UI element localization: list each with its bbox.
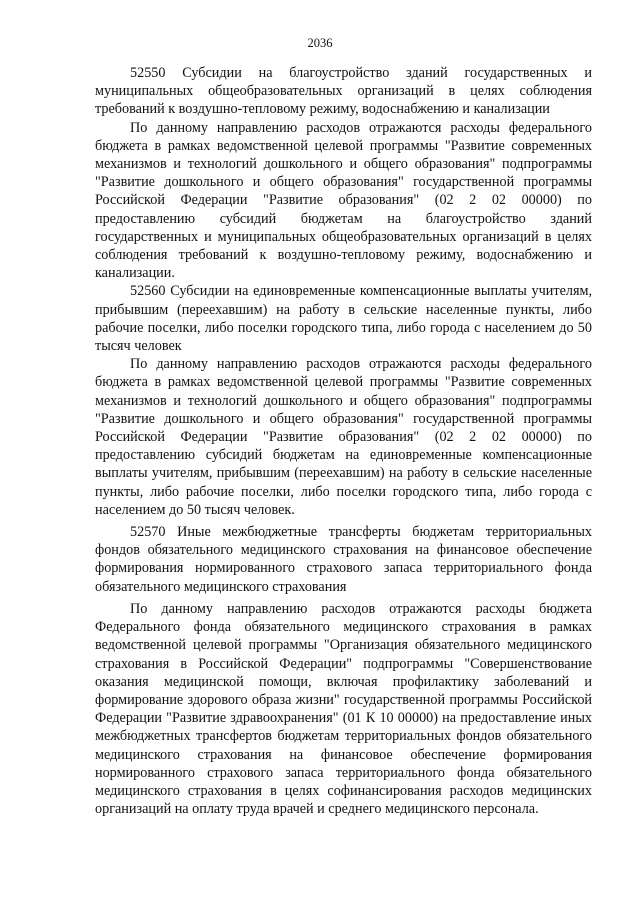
section-heading-52560: 52560 Субсидии на единовременные компенсационные выплаты учителям, прибывшим (переехавшим) на работу в сельские населенные пункты, либо рабочие поселки, либо поселки городского типа, либо города с населением до 50 тысяч человек — [95, 283, 592, 355]
document-body — [95, 64, 592, 818]
page-number: 2036 — [307, 36, 333, 50]
section-heading-52550: 52550 Субсидии на благоустройство зданий государственных и муниципальных общеобразовательных организаций в целях соблюдения требований к воздушно-тепловому режиму, водоснабжению и канализации — [95, 65, 592, 118]
section-description-52560: По данному направлению расходов отражаются расходы федерального бюджета в рамках ведомственной целевой программы "Развитие современных механизмов и технологий дошкольного и общего образования" подпрограммы "Развитие дошкольного и общего образования" государственной программы Российской Федерации "Развитие образования" (02 2 02 00000) по предоставлению субсидий бюджетам на единовременные компенсационные выплаты учителям, прибывшим (переехавшим) на работу в сельские населенные пункты, либо рабочие поселки, либо поселки городского типа, либо города с населением до 50 тысяч человек. — [95, 356, 592, 518]
section-heading-52570: 52570 Иные межбюджетные трансферты бюджетам территориальных фондов обязательного медицинского страхования на финансовое обеспечение формирования нормированного страхового запаса территориального фонда обязательного медицинского страхования — [95, 524, 592, 595]
section-description-52570: По данному направлению расходов отражаются расходы бюджета Федерального фонда обязательного медицинского страхования в рамках ведомственной целевой программы "Организация обязательного медицинского страхования в Российской Федерации" подпрограммы "Совершенствование оказания медицинской помощи, включая профилактику заболеваний и формирование здорового образа жизни" государственной программы Российской Федерации "Развитие здравоохранения" (01 К 10 00000) на предоставление иных межбюджетных трансфертов бюджетам территориальных фондов обязательного медицинского страхования на финансовое обеспечение формирования нормированного страхового запаса территориального фонда обязательного медицинского страхования в целях софинансирования расходов медицинских организаций на оплату труда врачей и среднего медицинского персонала. — [95, 600, 592, 818]
section-description-52550: По данному направлению расходов отражаются расходы федерального бюджета в рамках ведомственной целевой программы "Развитие современных механизмов и технологий дошкольного и общего образования" подпрограммы "Развитие дошкольного и общего образования" государственной программы Российской Федерации "Развитие образования" (02 2 02 00000) по предоставлению субсидий бюджетам на благоустройство зданий государственных и муниципальных общеобразовательных организаций в целях соблюдения требований к воздушно-тепловому режиму, водоснабжению и канализации. — [95, 119, 592, 282]
